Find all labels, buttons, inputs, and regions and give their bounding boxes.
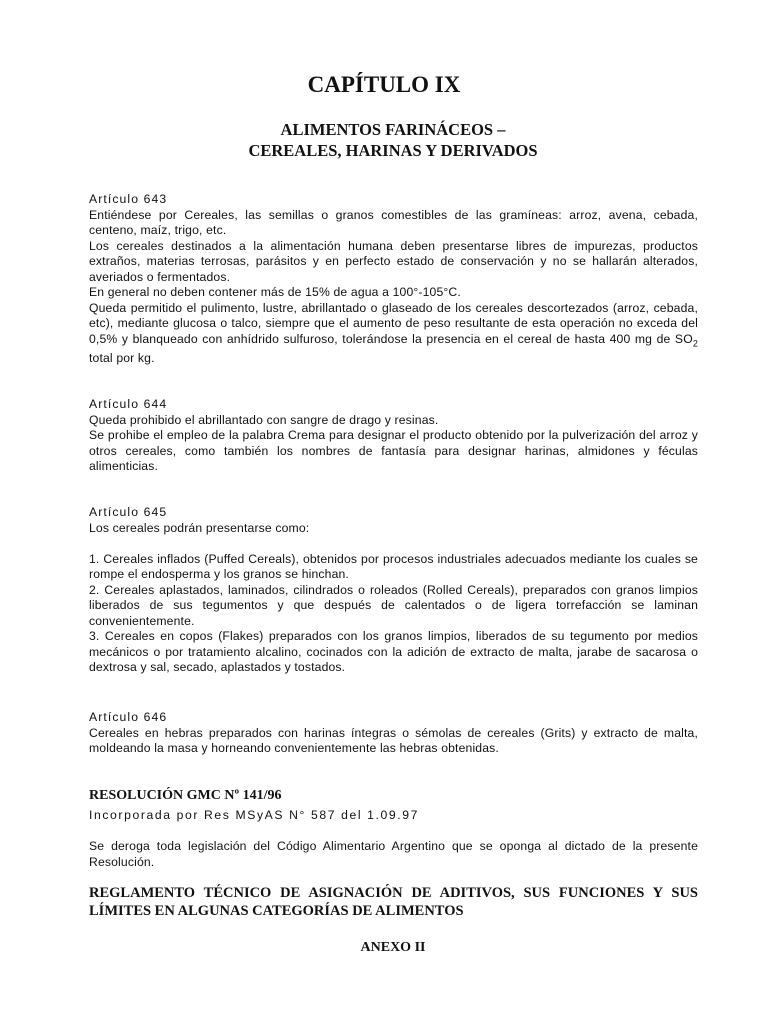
article-643-paragraph-3: En general no deben contener más de 15% de agua a 100°-105°C. [89,285,461,299]
article-645-heading: Artículo 645 [89,505,168,519]
subtitle-line-2: CEREALES, HARINAS Y DERIVADOS [248,141,538,160]
article-643-paragraph-1: Entiéndese por Cereales, las semillas o granos comestibles de las gramíneas: arroz, avena, cebada, centeno, maíz, trigo, etc. [89,207,698,237]
article-643-paragraph-4: Queda permitido el pulimento, lustre, abrillantado o glaseado de los cereales descortezados (arroz, cebada, etc), mediante glucosa o talco, siempre que el aumento de peso resultante de esta operación no exceda del 0,5% y blanqueado con anhídrido sulfuroso, tolerándose la presencia en el cereal de hasta 400 mg de $SO_2$ total por kg. [89,300,698,366]
article-643-heading: Artículo 643 [89,192,168,206]
article-644 [89,397,698,475]
chapter-title: CAPÍTULO IX [307,72,461,97]
article-643 [89,192,698,367]
regulation-title: REGLAMENTO TÉCNICO DE ASIGNACIÓN DE ADITIVOS, SUS FUNCIONES Y SUS LÍMITES EN ALGUNAS CATEGORÍAS DE ALIMENTOS [89,885,698,919]
resolution-title: RESOLUCIÓN GMC Nº 141/96 [89,788,282,803]
resolution-text: Se deroga toda legislación del Código Alimentario Argentino que se oponga al dictado de la presente Resolución. [89,839,698,869]
article-645-item-2: 2. Cereales aplastados, laminados, cilindrados o roleados (Rolled Cereals), preparados con granos limpios liberados de sus tegumentos y que después de calentados o de ligera torrefacción se laminan convenientemente. [89,582,698,628]
article-645 [89,505,698,676]
article-644-heading: Artículo 644 [89,397,168,411]
article-646-paragraph-1: Cereales en hebras preparados con harinas íntegras o sémolas de cereales (Grits) y extracto de malta, moldeando la masa y horneando convenientemente las hebras obtenidas. [89,725,698,755]
article-646 [89,710,698,757]
article-645-item-3: 3. Cereales en copos (Flakes) preparados con los granos limpios, liberados de su tegumento por medios mecánicos o por tratamiento alcalino, cocinados con la adición de extracto de malta, jarabe de sacarosa o dextrosa y sal, secado, aplastados y tostados. [89,629,698,674]
article-645-intro: Los cereales podrán presentarse como: [89,520,310,535]
subtitle-line-1: ALIMENTOS FARINÁCEOS – [280,120,506,139]
article-645-item-1: 1. Cereales inflados (Puffed Cereals), obtenidos por procesos industriales adecuados mediante los cuales se rompe el endosperma y los granos se hinchan. [89,551,698,581]
article-643-paragraph-2: Los cereales destinados a la alimentación humana deben presentarse libres de impurezas, productos extraños, materias terrosas, parásitos y en perfecto estado de conservación y no se hallarán alterados, averiados o fermentados. [89,238,698,284]
annex-title: ANEXO II [360,940,426,955]
resolution-incorporated: Incorporada por Res MSyAS N° 587 del 1.09.97 [89,808,420,822]
resolution-text-block [89,839,698,870]
article-644-paragraph-2: Se prohibe el empleo de la palabra Crema para designar el producto obtenido por la pulverización del arroz y otros cereales, como también los nombres de fantasía para designar harinas, almidones y féculas alimenticias. [89,428,698,473]
article-646-heading: Artículo 646 [89,710,168,724]
article-644-paragraph-1: Queda prohibido el abrillantado con sangre de drago y resinas. [89,412,439,427]
